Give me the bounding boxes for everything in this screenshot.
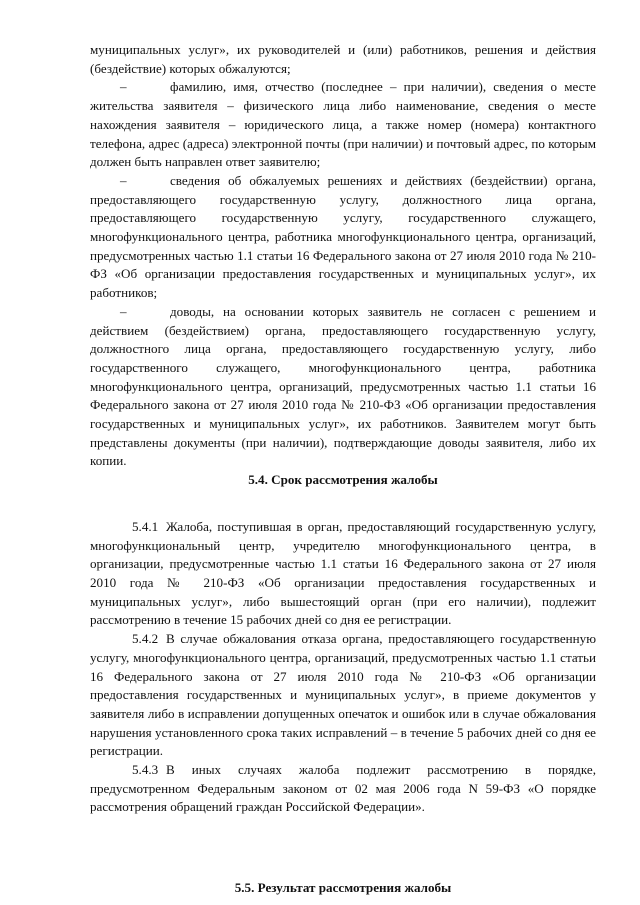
list-item [90,303,596,471]
paragraph-number: 5.4.3 [132,762,159,778]
continuation-paragraph: муниципальных услуг», их руководителей и (или) работников, решения и действия (бездействие) которых обжалуются; [90,42,596,76]
paragraph-5-4-2 [90,630,596,761]
paragraph-text: В случае обжалования отказа органа, предоставляющего государственную услугу, многофункционального центра, организаций, предусмотренных частью 1.1 статьи 16 Федерального закона от 27 июля 2010 года № 210-ФЗ «Об организации предоставления государственных и муниципальных услуг», в приеме документов у заявителя либо в исправлении допущенных опечаток и ошибок или в случае обжалования нарушения установленного срока таких исправлений – в течение 5 рабочих дней со дня ее регистрации. [90,631,596,759]
list-item-text: фамилию, имя, отчество (последнее – при наличии), сведения о месте жительства заявителя – физического лица либо наименование, сведения о месте нахождения заявителя – юридического лица, а также номер (номера) контактного телефона, адрес (адреса) электронной почты (при наличии) и почтовый адрес, по которым должен быть направлен ответ заявителю; [90,79,596,170]
list-item [90,172,596,303]
list-dash: – [120,172,127,188]
list-item-text: доводы, на основании которых заявитель не согласен с решением и действием (бездействием) органа, предоставляющего государственную услугу, должностного лица органа, предоставляющего государственную услугу, либо государственного служащего, многофункционального центра, работника многофункционального центра, организаций, предусмотренных частью 1.1 статьи 16 Федерального закона от 27 июля 2010 года № 210-ФЗ «Об организации предоставления государственных и муниципальных услуг», их работников. Заявителем могут быть представлены документы (при наличии), подтверждающие доводы заявителя, либо их копии. [90,303,596,469]
list-item [90,78,596,172]
paragraph-5-4-3 [90,761,596,817]
section-heading-5-5: 5.5. Результат рассмотрения жалобы [234,880,452,896]
paragraph-text: Жалоба, поступившая в орган, предоставляющий государственную услугу, многофункциональный центр, учредителю многофункционального центра, в организации, предусмотренные частью 1.1 статьи 16 Федерального закона от 27 июля 2010 года № 210-ФЗ «Об организации предоставления государственных и муниципальных услуг», либо вышестоящий орган (при его наличии), подлежит рассмотрению в течение 15 рабочих дней со дня ее регистрации. [90,518,596,628]
list-dash: – [120,303,127,319]
paragraph-number: 5.4.2 [132,631,159,647]
paragraph-text: В иных случаях жалоба подлежит рассмотрению в порядке, предусмотренном Федеральным законом от 02 мая 2006 года N 59-ФЗ «О порядке рассмотрения обращений граждан Российской Федерации». [90,762,596,815]
paragraph-5-4-1 [90,518,596,630]
paragraph-number: 5.4.1 [132,518,159,534]
list-item-text: сведения об обжалуемых решениях и действиях (бездействии) органа, предоставляющего государственную услугу, должностного лица органа, предоставляющего государственную услугу, государственного служащего, многофункционального центра, работника многофункционального центра, организаций, предусмотренных частью 1.1 статьи 16 Федерального закона от 27 июля 2010 года № 210-ФЗ «Об организации предоставления государственных и муниципальных услуг», их работников; [90,172,596,301]
section-heading-5-4: 5.4. Срок рассмотрения жалобы [248,472,438,488]
list-dash: – [120,79,127,95]
